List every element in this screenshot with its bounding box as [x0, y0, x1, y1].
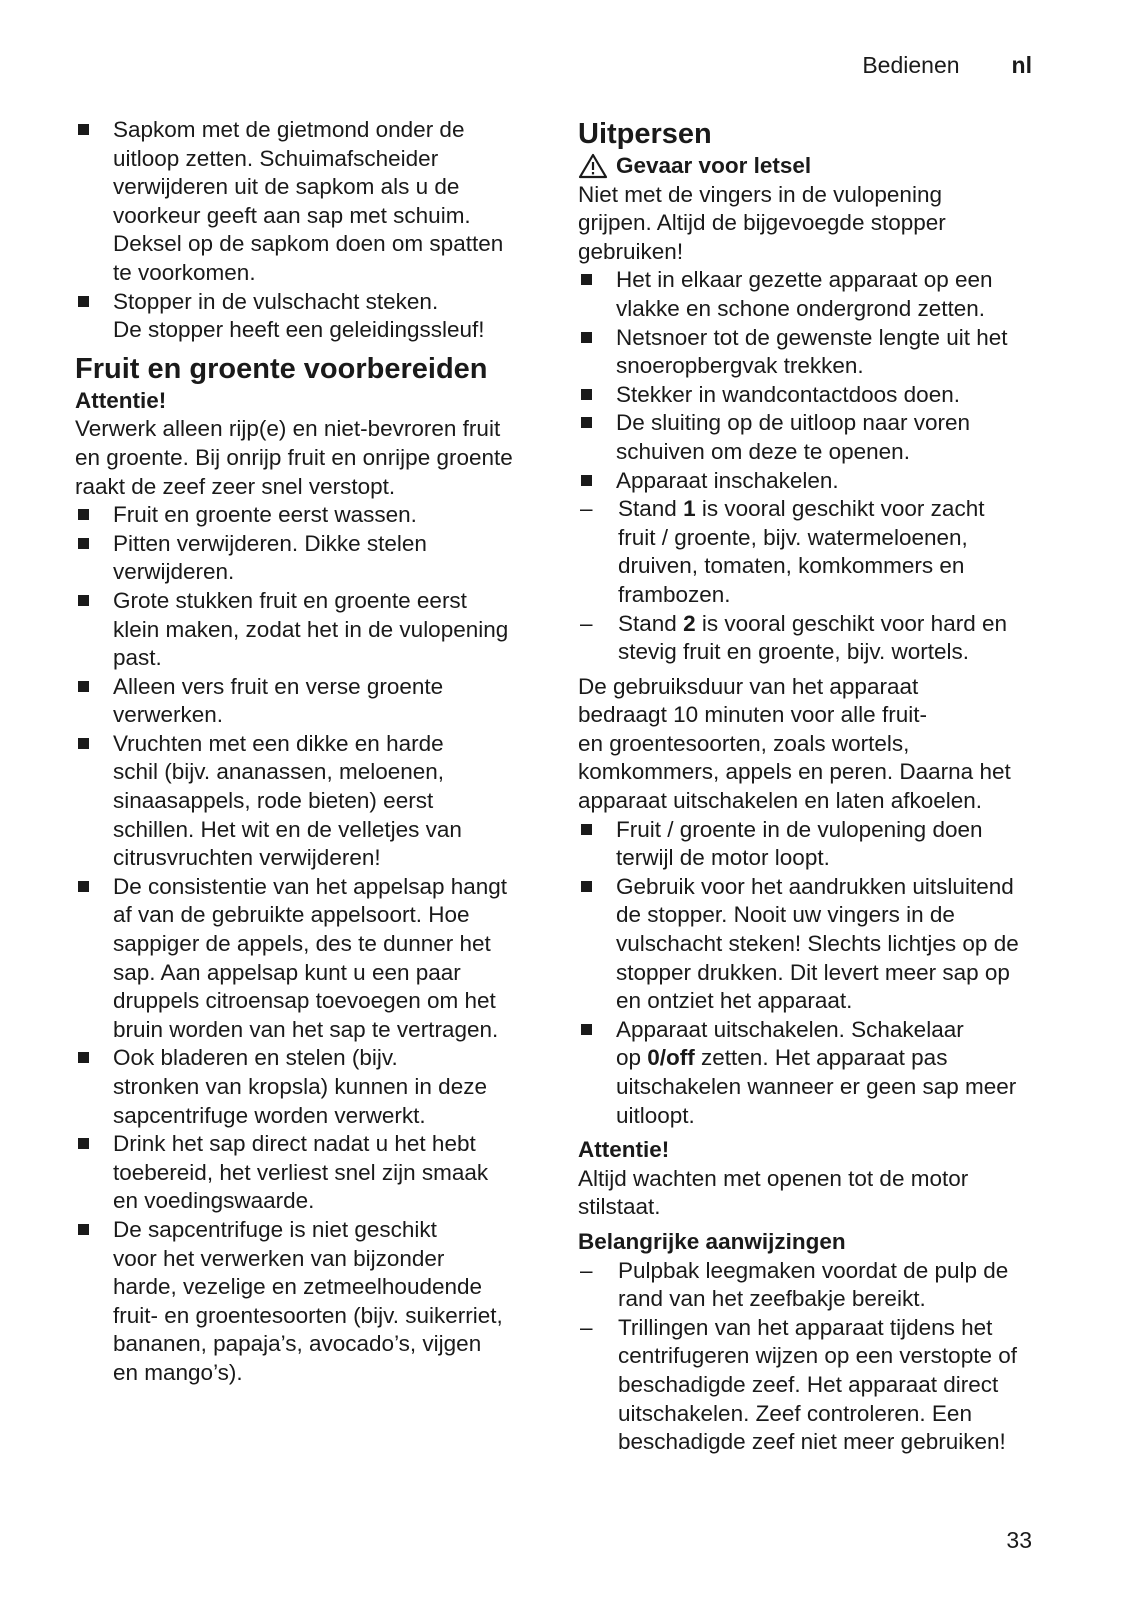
bullet-icon	[578, 467, 616, 496]
list-item: Sapkom met de gietmond onder de uitloop zetten. Schuimafscheider verwijderen uit de sapkom als u de voorkeur geeft aan sap met schuim. Deksel op de sapkom doen om spatten te voorkomen.	[75, 116, 545, 288]
bullet-icon	[75, 116, 113, 288]
list-item: Stekker in wandcontactdoos doen.	[578, 381, 1058, 410]
bullet-icon	[75, 673, 113, 730]
attention-label: Attentie!	[578, 1137, 670, 1163]
dash-icon: –	[580, 1314, 593, 1340]
bullet-icon	[578, 873, 616, 1016]
dash-item: – Stand 2 is vooral geschikt voor hard en stevig fruit en groente, bijv. wortels.	[578, 610, 1058, 667]
bullet-icon	[578, 266, 616, 323]
bullet-icon	[578, 409, 616, 466]
list-item: Apparaat inschakelen.	[578, 467, 1058, 496]
bullet-icon	[75, 501, 113, 530]
warning-triangle-icon	[578, 153, 608, 179]
warning-heading	[578, 152, 1058, 181]
bullet-icon	[75, 530, 113, 587]
language-code: nl	[1011, 52, 1032, 78]
usage-text: De gebruiksduur van het apparaat bedraagt 10 minuten voor alle fruit- en groentesoorten, zoals wortels, komkommers, appels en peren. Daarna het apparaat uitschakelen en laten afkoelen.	[578, 673, 1011, 814]
dash-icon: –	[580, 496, 593, 522]
list-item: Gebruik voor het aandrukken uitsluitend de stopper. Nooit uw vingers in de vulschacht steken! Slechts lichtjes op de stopper drukken. Dit levert meer sap op en ontziet het apparaat.	[578, 873, 1058, 1016]
dash-item: – Pulpbak leegmaken voordat de pulp de rand van het zeefbakje bereikt.	[578, 1257, 1058, 1314]
list-item: Het in elkaar gezette apparaat op een vlakke en schone ondergrond zetten.	[578, 266, 1058, 323]
attention-label: Attentie!	[75, 387, 167, 413]
warning-text: Niet met de vingers in de vulopening grijpen. Altijd de bijgevoegde stopper gebruiken!	[578, 181, 946, 264]
list-item: Pitten verwijderen. Dikke stelen verwijderen.	[75, 530, 545, 587]
bullet-icon	[75, 587, 113, 673]
right-column	[578, 116, 1058, 1457]
bullet-icon	[75, 1216, 113, 1388]
bullet-icon	[75, 730, 113, 873]
bullet-icon	[75, 873, 113, 1045]
bullet-icon	[578, 816, 616, 873]
switch-position: 0/off	[647, 1045, 695, 1071]
bullet-icon	[578, 381, 616, 410]
bullet-icon	[75, 1044, 113, 1130]
section-heading: Fruit en groente voorbereiden	[75, 352, 488, 385]
dash-item: – Trillingen van het apparaat tijdens het centrifugeren wijzen op een verstopte of beschadigde zeef. Het apparaat direct uitschakelen. Zeef controleren. Een beschadigde zeef niet meer gebruiken!	[578, 1314, 1058, 1457]
section-title: Bedienen	[862, 52, 960, 78]
bullet-icon	[75, 1130, 113, 1216]
list-item: Drink het sap direct nadat u het hebt toebereid, het verliest snel zijn smaak en voedingswaarde.	[75, 1130, 545, 1216]
attention-text: Altijd wachten met openen tot de motor stilstaat.	[578, 1165, 969, 1220]
list-item: Grote stukken fruit en groente eerst klein maken, zodat het in de vulopening past.	[75, 587, 545, 673]
speed-setting: 1	[683, 496, 696, 522]
dash-icon: –	[580, 610, 593, 636]
list-item: De sapcentrifuge is niet geschikt voor het verwerken van bijzonder harde, vezelige en zetmeelhoudende fruit- en groentesoorten (bijv. suikerriet, bananen, papaja’s, avocado’s, vijgen en mango’s).	[75, 1216, 545, 1388]
notes-label: Belangrijke aanwijzingen	[578, 1228, 846, 1254]
list-item: Fruit / groente in de vulopening doen terwijl de motor loopt.	[578, 816, 1058, 873]
list-item: Vruchten met een dikke en harde schil (bijv. ananassen, meloenen, sinaasappels, rode bieten) eerst schillen. Het wit en de velletjes van citrusvruchten verwijderen!	[75, 730, 545, 873]
list-item: De sluiting op de uitloop naar voren schuiven om deze te openen.	[578, 409, 1058, 466]
bullet-icon	[578, 324, 616, 381]
dash-item: – Stand 1 is vooral geschikt voor zacht fruit / groente, bijv. watermeloenen, druiven, tomaten, komkommers en frambozen.	[578, 495, 1058, 609]
section-heading: Uitpersen	[578, 118, 712, 150]
list-item: Ook bladeren en stelen (bijv. stronken van kropsla) kunnen in deze sapcentrifuge worden verwerkt.	[75, 1044, 545, 1130]
page-number: 33	[1006, 1527, 1032, 1553]
speed-setting: 2	[683, 610, 696, 636]
warning-label: Gevaar voor letsel	[616, 153, 812, 178]
dash-icon: –	[580, 1257, 593, 1283]
list-item: Netsnoer tot de gewenste lengte uit het snoeropbergvak trekken.	[578, 324, 1058, 381]
attention-text: Verwerk alleen rijp(e) en niet-bevroren fruit en groente. Bij onrijp fruit en onrijpe groente raakt de zeef zeer snel verstopt.	[75, 416, 513, 499]
list-item: De consistentie van het appelsap hangt af van de gebruikte appelsoort. Hoe sappiger de appels, des te dunner het sap. Aan appelsap kunt u een paar druppels citroensap toevoegen om het bruin worden van het sap te vertragen.	[75, 873, 545, 1045]
list-item: Apparaat uitschakelen. Schakelaar op 0/off zetten. Het apparaat pas uitschakelen wanneer er geen sap meer uitloopt.	[578, 1016, 1058, 1130]
list-item: Stopper in de vulschacht steken. De stopper heeft een geleidingssleuf!	[75, 288, 545, 345]
list-item: Alleen vers fruit en verse groente verwerken.	[75, 673, 545, 730]
bullet-icon	[578, 1016, 616, 1130]
page-header	[862, 52, 1032, 79]
left-column	[75, 116, 545, 1388]
list-item: Fruit en groente eerst wassen.	[75, 501, 545, 530]
bullet-icon	[75, 288, 113, 345]
